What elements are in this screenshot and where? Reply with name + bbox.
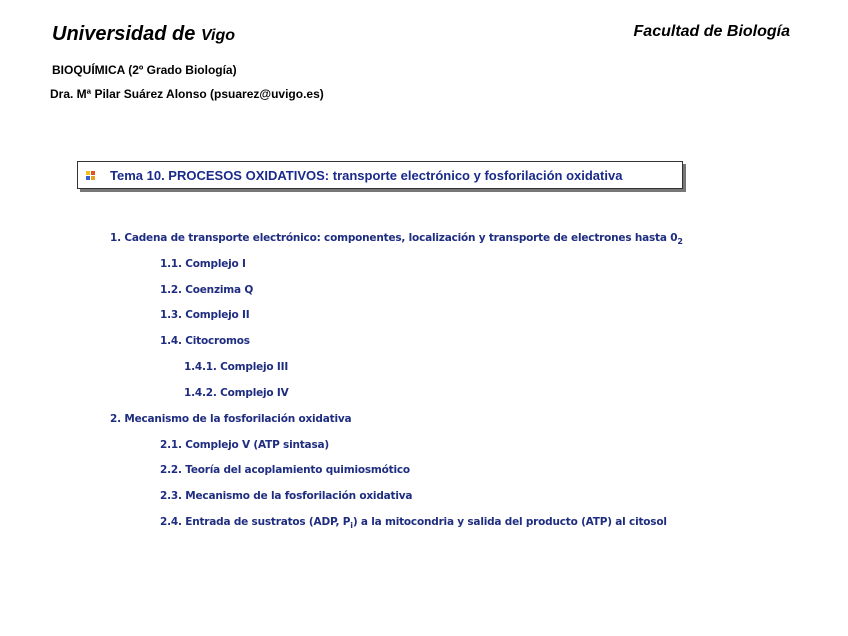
university-header xyxy=(52,23,235,46)
outline-item-1-4-2: 1.4.2. Complejo IV xyxy=(184,387,289,399)
subject-line: BIOQUÍMICA (2º Grado Biología) xyxy=(52,63,237,77)
outline-item-1-subscript: 2 xyxy=(677,237,683,247)
outline-item-2-4 xyxy=(160,516,667,530)
outline-item-1 xyxy=(110,232,683,246)
outline-item-2-4-subscript: i xyxy=(350,521,353,531)
professor-line: Dra. Mª Pilar Suárez Alonso (psuarez@uvigo.es) xyxy=(50,87,324,101)
outline-item-1-3: 1.3. Complejo II xyxy=(160,309,250,321)
outline-item-1-1: 1.1. Complejo I xyxy=(160,258,246,270)
outline-item-2-2: 2.2. Teoría del acoplamiento quimiosmótico xyxy=(160,464,410,476)
outline-item-1-text: 1. Cadena de transporte electrónico: componentes, localización y transporte de electrones hasta 0 xyxy=(110,232,678,244)
university-city: Vigo xyxy=(200,27,236,44)
faculty-title: Facultad de Biología xyxy=(633,23,790,40)
bullet-icon xyxy=(86,171,95,180)
outline-item-2: 2. Mecanismo de la fosforilación oxidativa xyxy=(110,413,352,425)
topic-banner xyxy=(77,161,683,189)
university-prefix: Universidad de xyxy=(52,23,196,45)
outline-item-2-3: 2.3. Mecanismo de la fosforilación oxidativa xyxy=(160,490,413,502)
outline-item-2-4-before: 2.4. Entrada de sustratos (ADP, P xyxy=(160,516,351,528)
university-title xyxy=(52,23,235,46)
topic-title: Tema 10. PROCESOS OXIDATIVOS: transporte electrónico y fosforilación oxidativa xyxy=(110,167,623,183)
outline-item-1-4-1: 1.4.1. Complejo III xyxy=(184,361,289,373)
outline-item-1-2: 1.2. Coenzima Q xyxy=(160,284,254,296)
outline-item-2-1: 2.1. Complejo V (ATP sintasa) xyxy=(160,439,329,451)
outline-item-2-4-after: ) a la mitocondria y salida del producto (ATP) al citosol xyxy=(352,516,667,528)
outline-item-1-4: 1.4. Citocromos xyxy=(160,335,250,347)
